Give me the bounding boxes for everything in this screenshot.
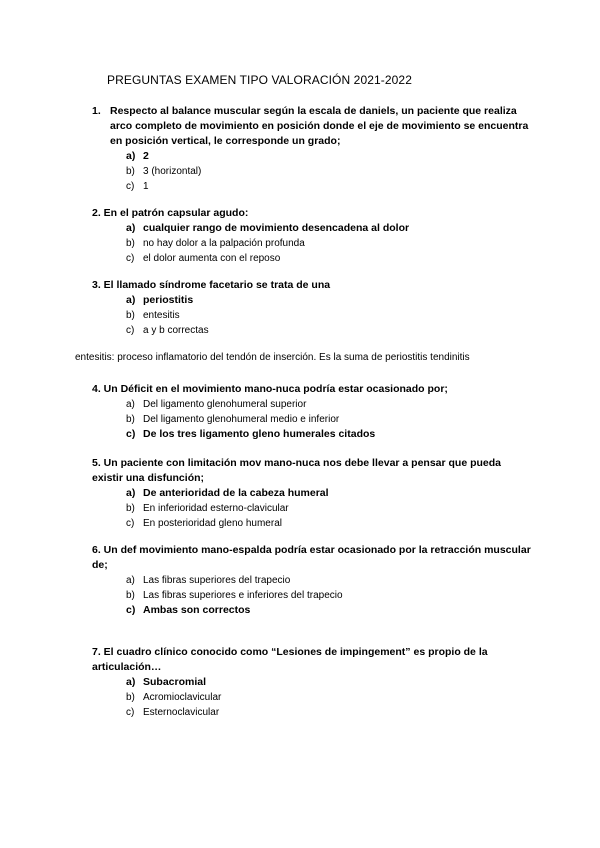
question-4 xyxy=(92,382,532,442)
question-3 xyxy=(92,278,532,338)
option-letter: c) xyxy=(126,707,135,718)
option-letter: a) xyxy=(126,150,136,162)
option-text: Del ligamento glenohumeral medio e inferior xyxy=(143,414,340,425)
option-letter: c) xyxy=(126,253,135,264)
question-stem: 5. Un paciente con limitación mov mano-nuca nos debe llevar a pensar que pueda existir una disfunción; xyxy=(92,457,502,484)
option-letter: a) xyxy=(126,294,136,306)
option-text: Del ligamento glenohumeral superior xyxy=(143,399,307,410)
option-text: De anterioridad de la cabeza humeral xyxy=(143,487,329,499)
option-letter: a) xyxy=(126,676,136,688)
option-text: Acromioclavicular xyxy=(143,692,222,703)
option-text: periostitis xyxy=(143,294,194,306)
question-7 xyxy=(92,645,532,720)
option-letter: b) xyxy=(126,166,135,177)
option-text: entesitis xyxy=(143,310,180,321)
option-text: De los tres ligamento gleno humerales citados xyxy=(143,428,376,440)
option-text: 2 xyxy=(143,150,149,162)
question-5 xyxy=(92,456,532,531)
option-text: 1 xyxy=(143,181,149,192)
question-stem: 2. En el patrón capsular agudo: xyxy=(92,207,249,219)
option-letter: c) xyxy=(126,181,135,192)
question-text: Respecto al balance muscular según la escala de daniels, un paciente que realiza arco completo de movimiento en posición donde el eje de movimiento se encuentra en posición vertical, le corresponde un grado; xyxy=(110,105,529,147)
question-stem xyxy=(92,104,532,149)
option-b xyxy=(126,501,532,516)
option-letter: b) xyxy=(126,238,135,249)
question-6 xyxy=(92,543,532,618)
option-text: Esternoclavicular xyxy=(143,707,220,718)
option-c xyxy=(126,705,532,720)
question-stem: 4. Un Déficit en el movimiento mano-nuca podría estar ocasionado por; xyxy=(92,383,448,395)
option-a xyxy=(126,675,532,690)
option-text: En posterioridad gleno humeral xyxy=(143,518,282,529)
question-2 xyxy=(92,206,532,266)
option-c xyxy=(126,603,532,618)
option-a xyxy=(126,149,532,164)
option-text: cualquier rango de movimiento desencadena al dolor xyxy=(143,222,410,234)
option-letter: a) xyxy=(126,575,135,586)
option-text: Las fibras superiores del trapecio xyxy=(143,575,291,586)
option-a xyxy=(126,397,532,412)
option-a xyxy=(126,573,532,588)
option-text: Ambas son correctos xyxy=(143,604,251,616)
option-letter: b) xyxy=(126,503,135,514)
option-letter: c) xyxy=(126,604,136,616)
option-letter: b) xyxy=(126,590,135,601)
option-text: Subacromial xyxy=(143,676,207,688)
question-stem: 6. Un def movimiento mano-espalda podría estar ocasionado por la retracción muscular de; xyxy=(92,544,531,571)
option-b xyxy=(126,690,532,705)
option-b xyxy=(126,164,532,179)
option-c xyxy=(126,427,532,442)
option-letter: b) xyxy=(126,692,135,703)
option-c xyxy=(126,251,532,266)
option-b xyxy=(126,308,532,323)
question-stem: 7. El cuadro clínico conocido como “Lesiones de impingement” es propio de la articulación… xyxy=(92,646,488,673)
option-text: En inferioridad esterno-clavicular xyxy=(143,503,289,514)
option-letter: a) xyxy=(126,487,136,499)
option-b xyxy=(126,588,532,603)
option-b xyxy=(126,236,532,251)
option-c xyxy=(126,179,532,194)
option-letter: c) xyxy=(126,325,135,336)
option-letter: c) xyxy=(126,428,136,440)
option-text: a y b correctas xyxy=(143,325,209,336)
option-a xyxy=(126,293,532,308)
note-text: entesitis: proceso inflamatorio del tendón de inserción. Es la suma de periostitis tendinitis xyxy=(75,352,470,363)
option-a xyxy=(126,486,532,501)
option-letter: b) xyxy=(126,310,135,321)
option-text: Las fibras superiores e inferiores del trapecio xyxy=(143,590,343,601)
question-stem: 3. El llamado síndrome facetario se trata de una xyxy=(92,279,331,291)
question-number: 1. xyxy=(92,105,101,117)
option-c xyxy=(126,323,532,338)
option-text: 3 (horizontal) xyxy=(143,166,202,177)
question-1 xyxy=(92,104,532,194)
page-title: PREGUNTAS EXAMEN TIPO VALORACIÓN 2021-2022 xyxy=(107,73,412,87)
option-letter: b) xyxy=(126,414,135,425)
option-text: el dolor aumenta con el reposo xyxy=(143,253,281,264)
option-c xyxy=(126,516,532,531)
option-letter: a) xyxy=(126,222,136,234)
option-text: no hay dolor a la palpación profunda xyxy=(143,238,305,249)
option-letter: c) xyxy=(126,518,135,529)
option-letter: a) xyxy=(126,399,135,410)
option-a xyxy=(126,221,532,236)
option-b xyxy=(126,412,532,427)
